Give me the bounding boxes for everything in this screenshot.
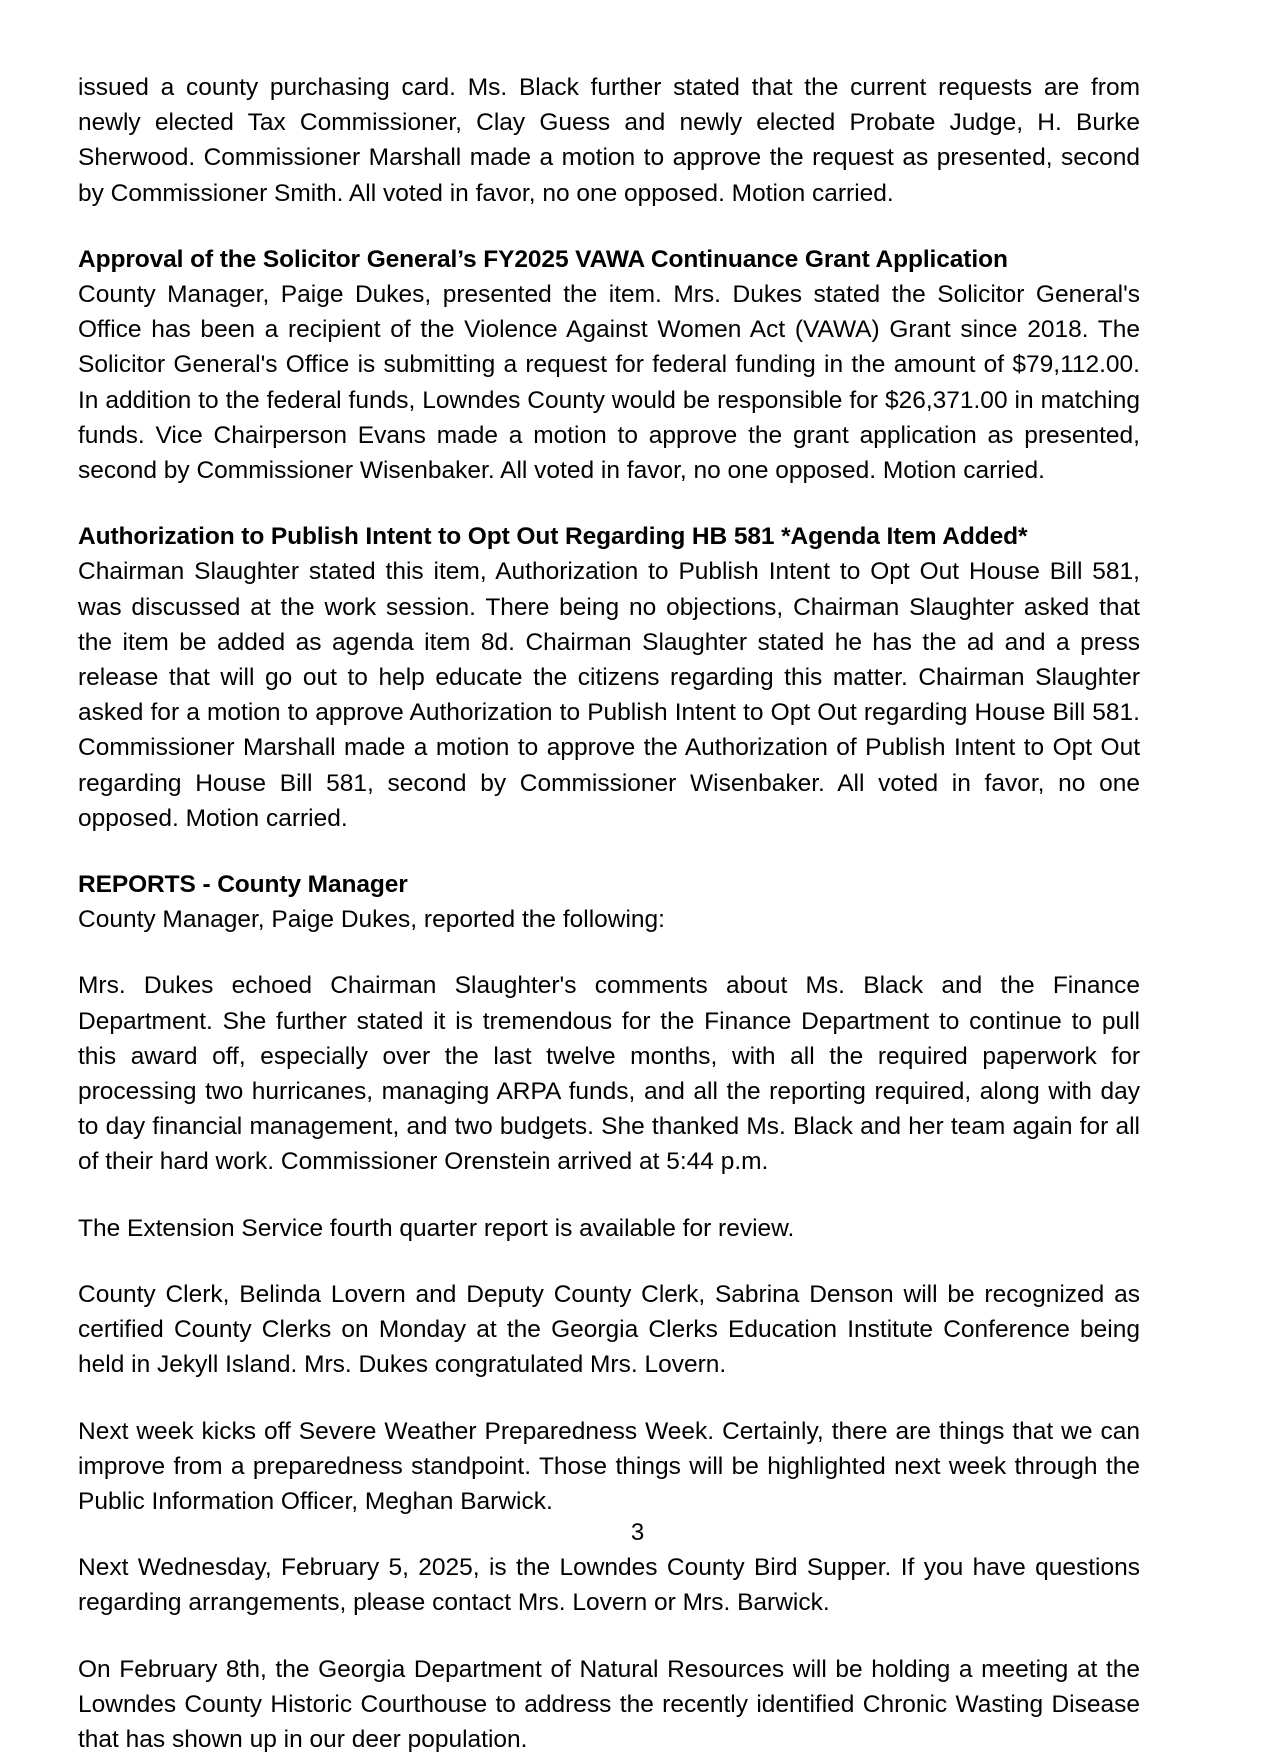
paragraph-chronic-wasting-disease [78,1652,1140,1757]
section-body: Chairman Slaughter stated this item, Authorization to Publish Intent to Opt Out House Bill 581, was discussed at the work session. There being no objections, Chairman Slaughter asked that the item be added as agenda item 8d. Chairman Slaughter stated he has the ad and a press release that will go out to help educate the citizens regarding this matter. Chairman Slaughter asked for a motion to approve Authorization to Publish Intent to Opt Out regarding House Bill 581. Commissioner Marshall made a motion to approve the Authorization of Publish Intent to Opt Out regarding House Bill 581, second by Commissioner Wisenbaker. All voted in favor, no one opposed. Motion carried. [78,558,1140,832]
paragraph-purchasing-card-continued [78,70,1140,211]
paragraph-text: County Clerk, Belinda Lovern and Deputy County Clerk, Sabrina Denson will be recognized as certified County Clerks on Monday at the Georgia Clerks Education Institute Conference being held in Jekyll Island. Mrs. Dukes congratulated Mrs. Lovern. [78,1280,1140,1379]
paragraph-text: The Extension Service fourth quarter report is available for review. [78,1214,795,1242]
section-body: County Manager, Paige Dukes, reported the following: [78,906,665,934]
section-heading: Approval of the Solicitor General’s FY2025 VAWA Continuance Grant Application [78,245,1008,273]
document-body [78,70,1140,1757]
paragraph-text: Next week kicks off Severe Weather Preparedness Week. Certainly, there are things that we can improve from a preparedness standpoint. Those things will be highlighted next week through the Public Information Officer, Meghan Barwick. [78,1417,1140,1515]
paragraph-severe-weather-week [78,1414,1140,1520]
page-number: 3 [630,1519,645,1546]
paragraph-text: On February 8th, the Georgia Department of Natural Resources will be holding a meeting at the Lowndes County Historic Courthouse to address the recently identified Chronic Wasting Disease that has shown up in our deer population. [78,1655,1140,1753]
section-heading: REPORTS - County Manager [78,871,408,899]
paragraph-text: Mrs. Dukes echoed Chairman Slaughter's comments about Ms. Black and the Finance Department. She further stated it is tremendous for the Finance Department to continue to pull this award off, especially over the last twelve months, with all the required paperwork for processing two hurricanes, managing ARPA funds, and all the reporting required, along with day to day financial management, and two budgets. She thanked Ms. Black and her team again for all of their hard work. Commissioner Orenstein arrived at 5:44 p.m. [78,972,1140,1176]
paragraph-extension-service-report [78,1211,1140,1246]
section-reports-county-manager [78,867,1140,937]
paragraph-text: issued a county purchasing card. Ms. Black further stated that the current requests are from newly elected Tax Commissioner, Clay Guess and newly elected Probate Judge, H. Burke Sherwood. Commissioner Marshall made a motion to approve the request as presented, second by Commissioner Smith. All voted in favor, no one opposed. Motion carried. [78,74,1140,207]
paragraph-bird-supper [78,1550,1140,1620]
section-vawa-grant [78,242,1140,488]
paragraph-county-clerk-certification [78,1277,1140,1383]
section-hb581-opt-out [78,519,1140,836]
paragraph-text: Next Wednesday, February 5, 2025, is the Lowndes County Bird Supper. If you have questions regarding arrangements, please contact Mrs. Lovern or Mrs. Barwick. [78,1554,1140,1617]
paragraph-finance-department-praise [78,968,1140,1179]
section-heading: Authorization to Publish Intent to Opt Out Regarding HB 581 *Agenda Item Added* [78,523,1028,551]
section-body: County Manager, Paige Dukes, presented the item. Mrs. Dukes stated the Solicitor General's Office has been a recipient of the Violence Against Women Act (VAWA) Grant since 2018. The Solicitor General's Office is submitting a request for federal funding in the amount of $79,112.00. In addition to the federal funds, Lowndes County would be responsible for $26,371.00 in matching funds. Vice Chairperson Evans made a motion to approve the grant application as presented, second by Commissioner Wisenbaker. All voted in favor, no one opposed. Motion carried. [78,281,1140,485]
